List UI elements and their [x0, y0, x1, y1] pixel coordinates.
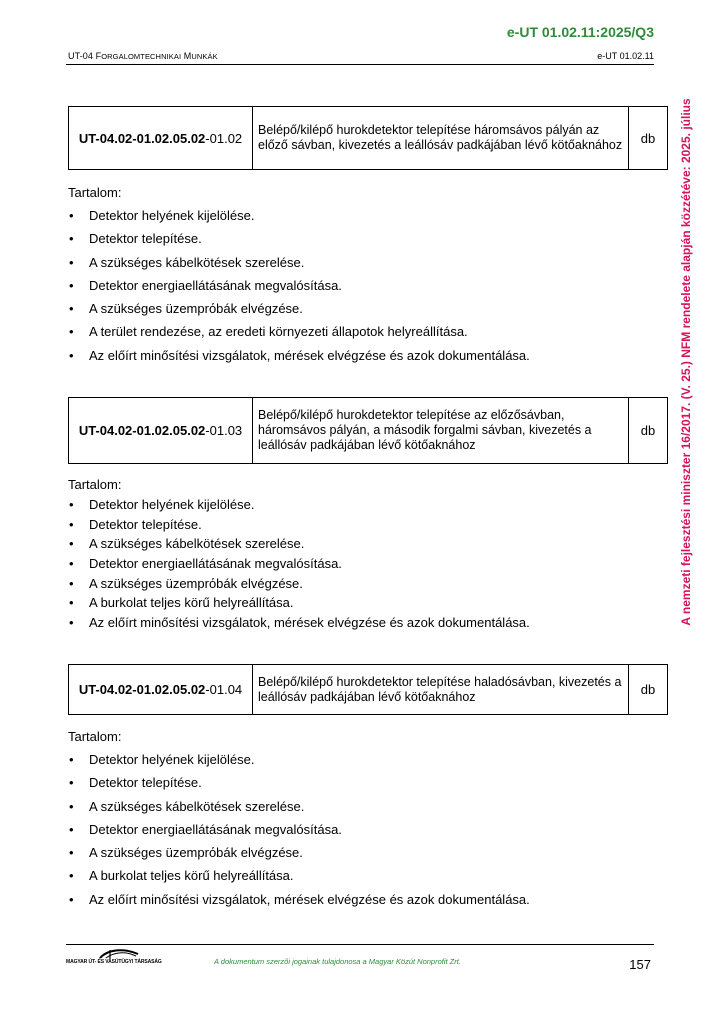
list-item: • A burkolat teljes körű helyreállítása. — [68, 868, 530, 891]
header-divider — [66, 64, 654, 65]
list-item: • Detektor telepítése. — [68, 775, 530, 798]
list-item: • A szükséges kábelkötések szerelése. — [68, 255, 530, 278]
item-description: Belépő/kilépő hurokdetektor telepítése az előzősávban, háromsávos pályán, a második forgalmi sávban, kivezetés a leállósáv padkájában lévő kötőaknához — [253, 398, 629, 463]
side-publication-note: A nemzeti fejlesztési miniszter 16/2017. (V. 25.) NFM rendelete alapján közzétéve: 2025. július — [679, 98, 693, 626]
contents-label: Tartalom: — [68, 185, 122, 200]
footer-divider — [66, 944, 654, 945]
list-item: • A szükséges kábelkötések szerelése. — [68, 799, 530, 822]
item-row — [68, 106, 668, 170]
contents-list — [68, 208, 530, 371]
list-item: • Az előírt minősítési vizsgálatok, mérések elvégzése és azok dokumentálása. — [68, 348, 530, 371]
list-item: • Detektor helyének kijelölése. — [68, 208, 530, 231]
list-item: • A burkolat teljes körű helyreállítása. — [68, 595, 530, 615]
item-description: Belépő/kilépő hurokdetektor telepítése háromsávos pályán az előző sávban, kivezetés a leállósáv padkájában lévő kötőaknához — [253, 107, 629, 169]
list-item: • A szükséges üzemprόbák elvégzése. — [68, 576, 530, 596]
list-item: • Detektor energiaellátásának megvalósítása. — [68, 822, 530, 845]
copyright-notice: A dokumentum szerzői jogainak tulajdonosa a Magyar Közút Nonprofit Zrt. — [214, 957, 461, 966]
header-doc-ref: e-UT 01.02.11 — [597, 51, 654, 61]
list-item: • Az előírt minősítési vizsgálatok, mérések elvégzése és azok dokumentálása. — [68, 615, 530, 635]
list-item: • Detektor energiaellátásának megvalósítása. — [68, 278, 530, 301]
item-row — [68, 397, 668, 464]
contents-list — [68, 752, 530, 915]
list-item: • A szükséges üzemprόbák elvégzése. — [68, 301, 530, 324]
contents-list — [68, 497, 530, 635]
item-code: UT-04.02-01.02.05.02 -01.03 — [69, 398, 253, 463]
item-unit: db — [640, 130, 656, 146]
contents-label: Tartalom: — [68, 477, 122, 492]
item-unit: db — [640, 682, 656, 697]
document-code: e-UT 01.02.11:2025/Q3 — [506, 24, 654, 40]
list-item: • Detektor helyének kijelölése. — [68, 752, 530, 775]
list-item: • A szükséges kábelkötések szerelése. — [68, 536, 530, 556]
list-item: • Detektor telepítése. — [68, 517, 530, 537]
item-description: Belépő/kilépő hurokdetektor telepítése haladósávban, kivezetés a leállósáv padkájában lévő kötőaknához — [253, 665, 629, 714]
list-item: • A szükséges üzemprόbák elvégzése. — [68, 845, 530, 868]
list-item: • A terület rendezése, az eredeti környezeti állapotok helyreállítása. — [68, 324, 530, 347]
list-item: • Detektor helyének kijelölése. — [68, 497, 530, 517]
list-item: • Az előírt minősítési vizsgálatok, mérések elvégzése és azok dokumentálása. — [68, 892, 530, 915]
item-unit: db — [640, 423, 656, 438]
item-row — [68, 664, 668, 715]
item-code: UT-04.02-01.02.05.02 -01.04 — [69, 665, 253, 714]
page-number: 157 — [629, 957, 651, 972]
list-item: • Detektor telepítése. — [68, 231, 530, 254]
contents-label: Tartalom: — [68, 729, 122, 744]
header-section-title: UT-04 FORGALOMTECHNIKAI MUNKÁK — [68, 51, 218, 61]
society-logo: MAGYAR ÚT- ÉS VASÚTÜGYI TÁRSASÁG — [66, 948, 162, 970]
list-item: • Detektor energiaellátásának megvalósítása. — [68, 556, 530, 576]
item-code: UT-04.02-01.02.05.02 -01.02 — [69, 107, 253, 169]
